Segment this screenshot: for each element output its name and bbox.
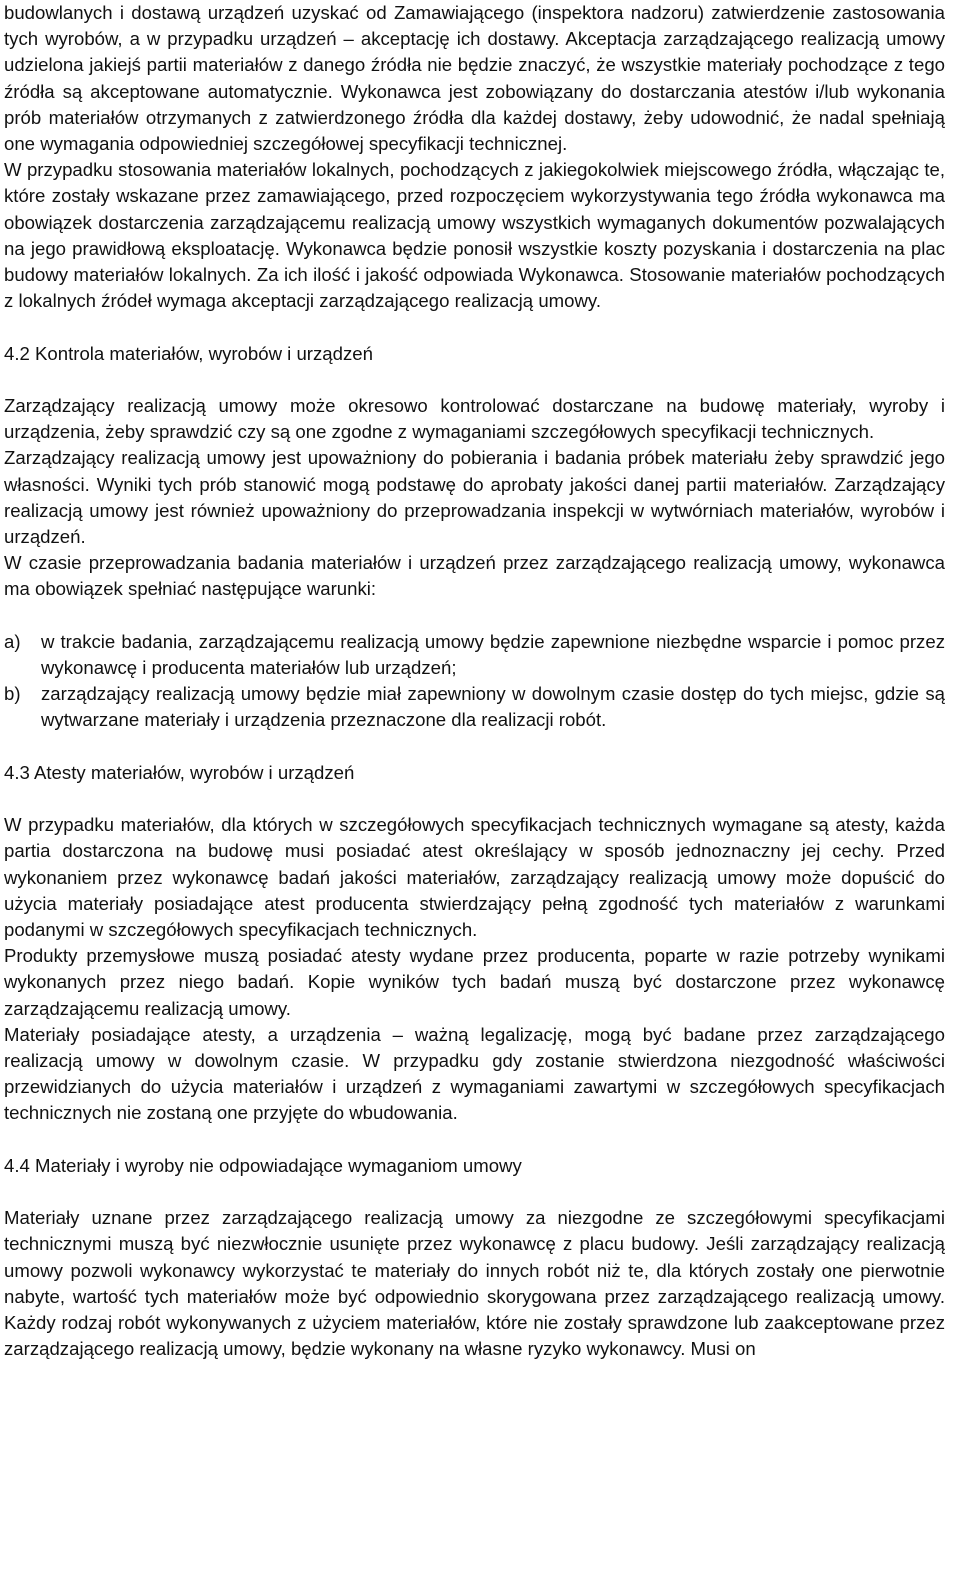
paragraph-4-3-legalization: Materiały posiadające atesty, a urządzenia – ważną legalizację, mogą być badane przez zarządzającego realizacją umowy w dowolnym czasie. W przypadku gdy zostanie stwierdzona niezgodność właściwości przewidzianych do użycia materiałów i urządzeń z wymaganiami zawartymi w szczegółowych specyfikacjach technicznych nie zostaną one przyjęte do wbudowania.: [4, 1023, 945, 1124]
spacer: [4, 367, 945, 393]
paragraph-4-4-nonconforming: Materiały uznane przez zarządzającego realizacją umowy za niezgodne ze szczegółowymi specyfikacjami technicznymi muszą być niezwłocznie usunięte przez wykonawcę z placu budowy. Jeśli zarządzający realizacją umowy pozwoli wykonawcy wykorzystać te materiały do innych robót niż te, dla których zostały one pierwotnie nabyte, wartość tych materiałów może być odpowiednio skorygowana przez zarządzającego realizacją umowy. Każdy rodzaj robót wykonywanych z użyciem materiałów, które nie zostały sprawdzone lub zaakceptowane przez zarządzającego realizacją umowy, będzie wykonany na własne ryzyko wykonawcy. Musi on: [4, 1207, 945, 1360]
paragraph-4-2-samples: Zarządzający realizacją umowy jest upoważniony do pobierania i badania próbek materiału żeby sprawdzić jego własności. Wyniki tych prób stanowić mogą podstawę do aprobaty jakości danej partii materiałów. Zarządzający realizacją umowy jest również upoważniony do przeprowadzania inspekcji w wytwórniach materiałów, wyrobów i urządzeń.: [4, 447, 945, 548]
section-heading-4-3: 4.3 Atesty materiałów, wyrobów i urządzeń: [4, 761, 355, 783]
spacer: [4, 1127, 945, 1153]
list-item-text: zarządzający realizacją umowy będzie miał zapewniony w dowolnym czasie dostęp do tych miejsc, gdzie są wytwarzane materiały i urządzenia przeznaczone dla realizacji robót.: [41, 683, 945, 731]
spacer: [4, 603, 945, 629]
list-marker: a): [4, 630, 21, 652]
paragraph-4-2-control: Zarządzający realizacją umowy może okresowo kontrolować dostarczane na budowę materiały, wyroby i urządzenia, żeby sprawdzić czy są one zgodne z wymaganiami szczegółowych specyfikacji technicznych.: [4, 395, 945, 443]
list-item-a: [4, 629, 945, 681]
paragraph-4-2-conditions: W czasie przeprowadzania badania materiałów i urządzeń przez zarządzającego realizacją umowy, wykonawca ma obowiązek spełniać następujące warunki:: [4, 552, 945, 600]
list-item-b: [4, 681, 945, 733]
document-page: [4, 0, 945, 1362]
list-item-text: w trakcie badania, zarządzającemu realizacją umowy będzie zapewnione niezbędne wsparcie i pomoc przez wykonawcę i producenta materiałów lub urządzeń;: [41, 630, 945, 679]
list-marker: b): [4, 683, 21, 705]
paragraph-local-materials: W przypadku stosowania materiałów lokalnych, pochodzących z jakiegokolwiek miejscowego źródła, włączając te, które zostały wskazane przez zamawiającego, przed rozpoczęciem wykorzystywania tego źródła wykonawca ma obowiązek dostarczenia zarządzającemu realizacją umowy wszystkich wymaganych dokumentów pozwalających na jego prawidłową eksploatację. Wykonawca będzie ponosił wszystkie koszty pozyskania i dostarczenia na plac budowy materiałów lokalnych. Za ich ilość i jakość odpowiada Wykonawca. Stosowanie materiałów pochodzących z lokalnych źródeł wymaga akceptacji zarządzającego realizacją umowy.: [4, 159, 945, 312]
spacer: [4, 734, 945, 760]
section-heading-4-2: 4.2 Kontrola materiałów, wyrobów i urządzeń: [4, 342, 373, 364]
paragraph-4-3-industrial-products: Produkty przemysłowe muszą posiadać atesty wydane przez producenta, poparte w razie potrzeby wynikami wykonanych przez niego badań. Kopie wyników tych badań muszą być dostarczone przez wykonawcę zarządzającemu realizacją umowy.: [4, 945, 945, 1019]
paragraph-4-3-attestations: W przypadku materiałów, dla których w szczegółowych specyfikacjach technicznych wymagane są atesty, każda partia dostarczona na budowę musi posiadać atest określający w sposób jednoznaczny jej cechy. Przed wykonaniem przez wykonawcę badań jakości materiałów, zarządzający realizacją umowy może dopuścić do użycia materiały posiadające atest producenta stwierdzający pełną zgodność tych materiałów z warunkami podanymi w szczegółowych specyfikacjach technicznych.: [4, 814, 945, 941]
paragraph-materials-approval: budowlanych i dostawą urządzeń uzyskać od Zamawiającego (inspektora nadzoru) zatwierdzenie zastosowania tych wyrobów, a w przypadku urządzeń – akceptację ich dostawy. Akceptacja zarządzającego realizacją umowy udzielona jakiejś partii materiałów z danego źródła nie będzie znaczyć, że wszystkie materiały pochodzące z tego źródła są akceptowane automatycznie. Wykonawca jest zobowiązany do dostarczania atestów i/lub wykonania prób materiałów otrzymanych z zatwierdzonego źródła dla każdej dostawy, żeby udowodnić, że nadal spełniają one wymagania odpowiedniej szczegółowej specyfikacji technicznej.: [4, 2, 945, 155]
spacer: [4, 786, 945, 812]
spacer: [4, 314, 945, 340]
section-heading-4-4: 4.4 Materiały i wyroby nie odpowiadające wymaganiom umowy: [4, 1154, 522, 1176]
spacer: [4, 1179, 945, 1205]
